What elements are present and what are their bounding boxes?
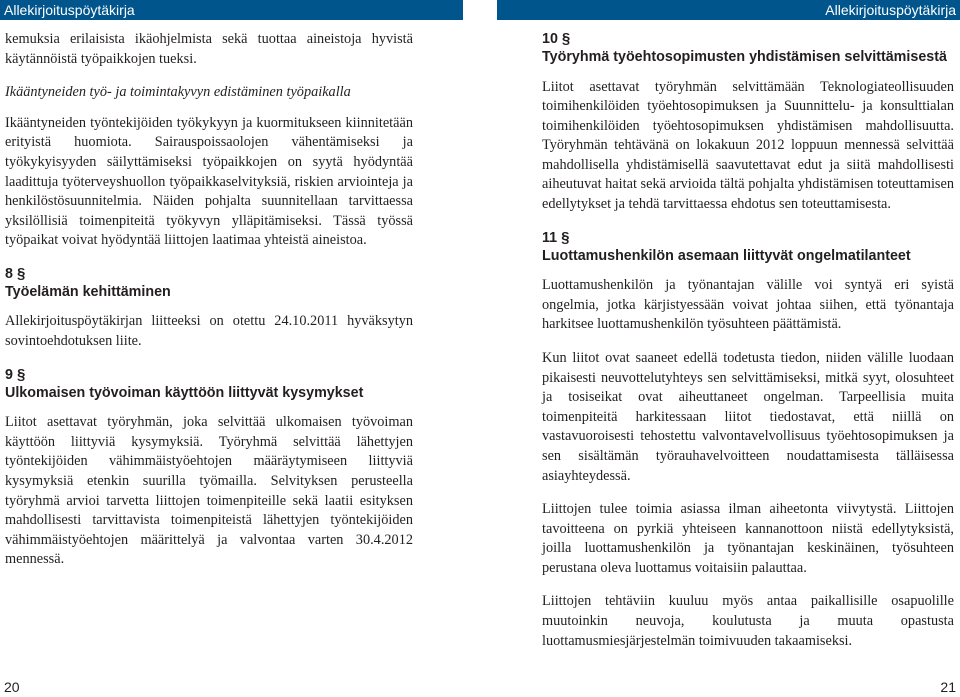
- header-title-left: Allekirjoituspöytäkirja: [4, 2, 135, 18]
- paragraph: Allekirjoituspöytäkirjan liitteeksi on otettu 24.10.2011 hyväksytyn sovintoehdotuksen liite.: [5, 313, 413, 350]
- paragraph: Kun liitot ovat saaneet edellä todetusta tiedon, niiden välille luodaan pikaisesti neuvottelutyhteys sen selvittämiseksi, mitkä syyt, olosuhteet ja tosiseikat ovat aiheuttaneet ongelman. Tarpeellisia muita toimenpiteitä harkitessaan liitot tiedostavat, että niillä on vastavuoroisesti tehostettu valvontavelvollisuus työehtosopimuksen ja sen sisältämän työrauhavelvoitteen noudattamisesta tälläisessa asiayhteydessä.: [542, 349, 954, 484]
- section-title-8: Työelämän kehittäminen: [5, 283, 171, 300]
- paragraph: Liitot asettavat työryhmän selvittämään Teknologiateollisuuden toimihenkilöiden työehtosopimuksen ja Suunnittelu- ja konsulttialan toimihenkilöiden työehtosopimuksen yhdistämisen mahdollisuutta. Työryhmän tehtävänä on lokakuun 2012 loppuun mennessä selvittää mahdollisella yhdistämisellä saavutettavat edut ja siitä mahdollisesti aiheutuvat haitat sekä arvioida tältä pohjalta yhdistämisen toteuttamisen edellytykset ja tehdä tarvittaessa ehdotus sen toteuttamisesta.: [542, 78, 954, 213]
- section-title-10: Työryhmä työehtosopimusten yhdistämisen selvittämisestä: [542, 49, 947, 65]
- section-title-9: Ulkomaisen työvoiman käyttöön liittyvät kysymykset: [5, 384, 364, 401]
- paragraph: Liitot asettavat työryhmän, joka selvittää ulkomaisen työvoiman käyttöön liittyviä kysymyksiä. Työryhmä selvittää lähettyjen työntekijöiden vähimmäistyöehtojen määräytymiseen liittyviä kysymyksiä etenkin suurilla työmailla. Selvityksen perusteella työryhmä arvioi tarvetta liittojen toimenpiteille sekä laatii esityksen mahdollisesti tarvittavista toimenpiteistä lähettyjen työntekijöiden vähimmäistyöehtojen määrittelyä ja valvontaa varten 30.4.2012 mennessä.: [5, 414, 413, 568]
- paragraph: Ikääntyneiden työntekijöiden työkykyyn ja kuormitukseen kiinnitetään erityistä huomiota. Sairauspoissaolojen vähentämiseksi ja työkykyisyyden säilyttämiseksi työpaikkojen on syytä hyödyntää laadittuja työterveyshuollon työpaikkaselvityksiä, riskien arviointeja ja henkilöstösuunnitelmia. Näiden pohjalta suunnitellaan tarvittaessa yksilöllisiä toimenpiteitä työkyvyn ylläpitämiseksi. Tässä työssä työpaikat voivat hyödyntää liittojen laatimaa yhteistä aineistoa.: [5, 114, 413, 249]
- paragraph: kemuksia erilaisista ikäohjelmista sekä tuottaa aineistoja hyvistä käytännöistä työpaikkojen tueksi.: [5, 31, 413, 67]
- page-number-right: 21: [940, 679, 956, 695]
- section-number-11: 11 §: [542, 228, 570, 246]
- paragraph: Liittojen tehtäviin kuuluu myös antaa paikallisille osapuolille muutoinkin neuvoja, koulutusta ja muuta opastusta luottamusmiesjärjestelmän toimivuuden takaamiseksi.: [542, 593, 954, 649]
- right-column: [542, 30, 954, 651]
- subheading: Ikääntyneiden työ- ja toimintakyvyn edistäminen työpaikalla: [5, 84, 351, 101]
- header-bar-left: [0, 0, 463, 20]
- section-number-9: 9 §: [5, 365, 26, 383]
- section-number-10: 10 §: [542, 30, 571, 47]
- header-bar-right: [497, 0, 960, 20]
- section-title-11: Luottamushenkilön asemaan liittyvät ongelmatilanteet: [542, 247, 911, 264]
- page-number-left: 20: [4, 679, 20, 695]
- paragraph: Luottamushenkilön ja työnantajan välille voi syntyä eri syistä ongelmia, jotka kärjistyessään voivat johtaa siihen, että työnantaja harkitsee luottamushenkilön työsuhteen päättämistä.: [542, 277, 954, 333]
- left-column: [5, 30, 413, 570]
- section-number-8: 8 §: [5, 264, 26, 282]
- header-title-right: Allekirjoituspöytäkirja: [825, 2, 956, 18]
- paragraph: Liittojen tulee toimia asiassa ilman aiheetonta viivytystä. Liittojen tavoitteena on pyrkiä yhteiseen kannanottoon niistä edellytyksistä, joilla luottamushenkilön ja työnantajan keskinäinen, työsuhteen perustana oleva luottamus voitaisiin palauttaa.: [542, 501, 954, 576]
